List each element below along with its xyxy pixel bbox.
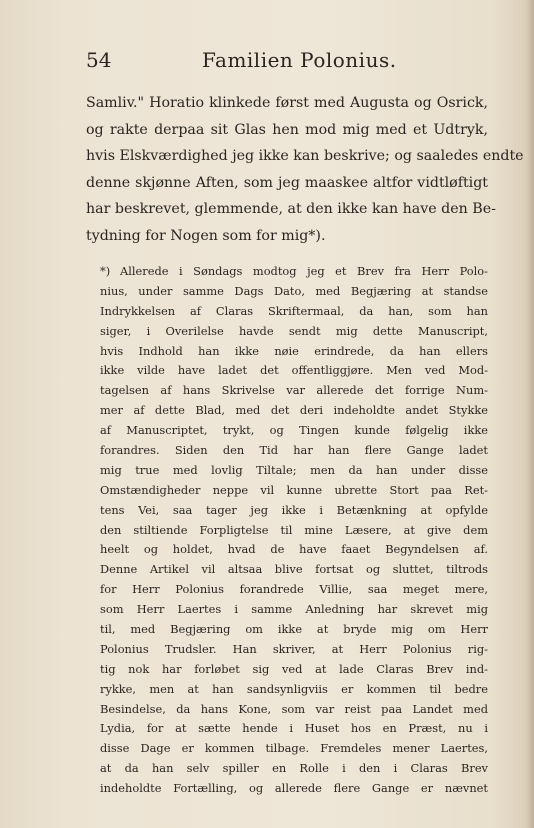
footnote-line: til, med Begjæring om ikke at bryde mig om Herr [100,622,488,637]
page-edge-shadow [526,0,534,828]
footnote-block [100,262,488,799]
footnote-line: for Herr Polonius forandrede Villie, saa meget mere, [100,582,488,597]
footnote-line: tagelsen af hans Skrivelse var allerede det forrige Num- [100,383,488,398]
main-text-line: hvis Elskværdighed jeg ikke kan beskrive; og saaledes endte [86,148,524,165]
running-title: Familien Polonius. [202,48,397,72]
footnote-line: rykke, men at han sandsynligviis er kommen til bedre [100,681,488,696]
footnote-line: af Manuscriptet, trykt, og Tingen kunde følgelig ikke [100,423,488,438]
footnote-line: som Herr Laertes i samme Anledning har skrevet mig [100,602,488,617]
footnote-body [120,262,488,282]
main-text-line: har beskrevet, glemmende, at den ikke kan have den Be- [86,201,496,218]
footnote-line: hvis Indhold han ikke nøie erindrede, da han ellers [100,343,488,358]
footnote-line: Omstændigheder neppe vil kunne ubrette Stort paa Ret- [100,482,488,497]
footnote-line: Besindelse, da hans Kone, som var reist paa Landet med [100,701,488,716]
footnote-line: den stiltiende Forpligtelse til mine Læsere, at give dem [100,522,488,537]
footnote-line: Lydia, for at sætte hende i Huset hos en Præst, nu i [100,721,488,736]
footnote-line: tig nok har forløbet sig ved at lade Claras Brev ind- [100,661,488,676]
page-header [86,46,486,74]
page-number: 54 [86,48,112,72]
main-text-line: tydning for Nogen som for mig*). [86,227,326,244]
footnote-line: siger, i Overilelse havde sendt mig dette Manuscript, [100,323,488,338]
footnote-line: forandres. Siden den Tid har han flere Gange ladet [100,443,488,458]
footnote-line: Indrykkelsen af Claras Skriftermaal, da han, som han [100,303,488,318]
main-text-line: Samliv." Horatio klinkede først med Augusta og Osrick, [86,95,488,111]
main-text-block [86,90,524,250]
footnote-marker: *) [100,264,111,278]
footnote-line: heelt og holdet, hvad de have faaet Begyndelsen af. [100,542,488,557]
footnote-line: Allerede i Søndags modtog jeg et Brev fra Herr Polo- [120,264,488,278]
footnote-line: tens Vei, saa tager jeg ikke i Betænkning at opfylde [100,502,488,517]
footnote-line: Polonius Trudsler. Han skriver, at Herr Polonius rig- [100,641,488,656]
footnote-line: Denne Artikel vil altsaa blive fortsat og sluttet, tiltrods [100,562,488,577]
footnote-line: nius, under samme Dags Dato, med Begjæring at standse [100,283,488,298]
footnote-line: ikke vilde have ladet det offentliggjøre. Men ved Mod- [100,363,488,378]
footnote-line: disse Dage er kommen tilbage. Fremdeles mener Laertes, [100,741,488,756]
footnote-line: at da han selv spiller en Rolle i den i Claras Brev [100,761,488,776]
footnote-line: indeholdte Fortælling, og allerede flere Gange er nævnet [100,781,488,796]
main-text-line: og rakte derpaa sit Glas hen mod mig med et Udtryk, [86,121,488,138]
main-text-line: denne skjønne Aften, som jeg maaskee altfor vidtløftigt [86,174,488,191]
footnote-line: mig true med lovlig Tiltale; men da han under disse [100,462,488,477]
footnote-line: mer af dette Blad, med det deri indeholdte andet Stykke [100,403,488,418]
